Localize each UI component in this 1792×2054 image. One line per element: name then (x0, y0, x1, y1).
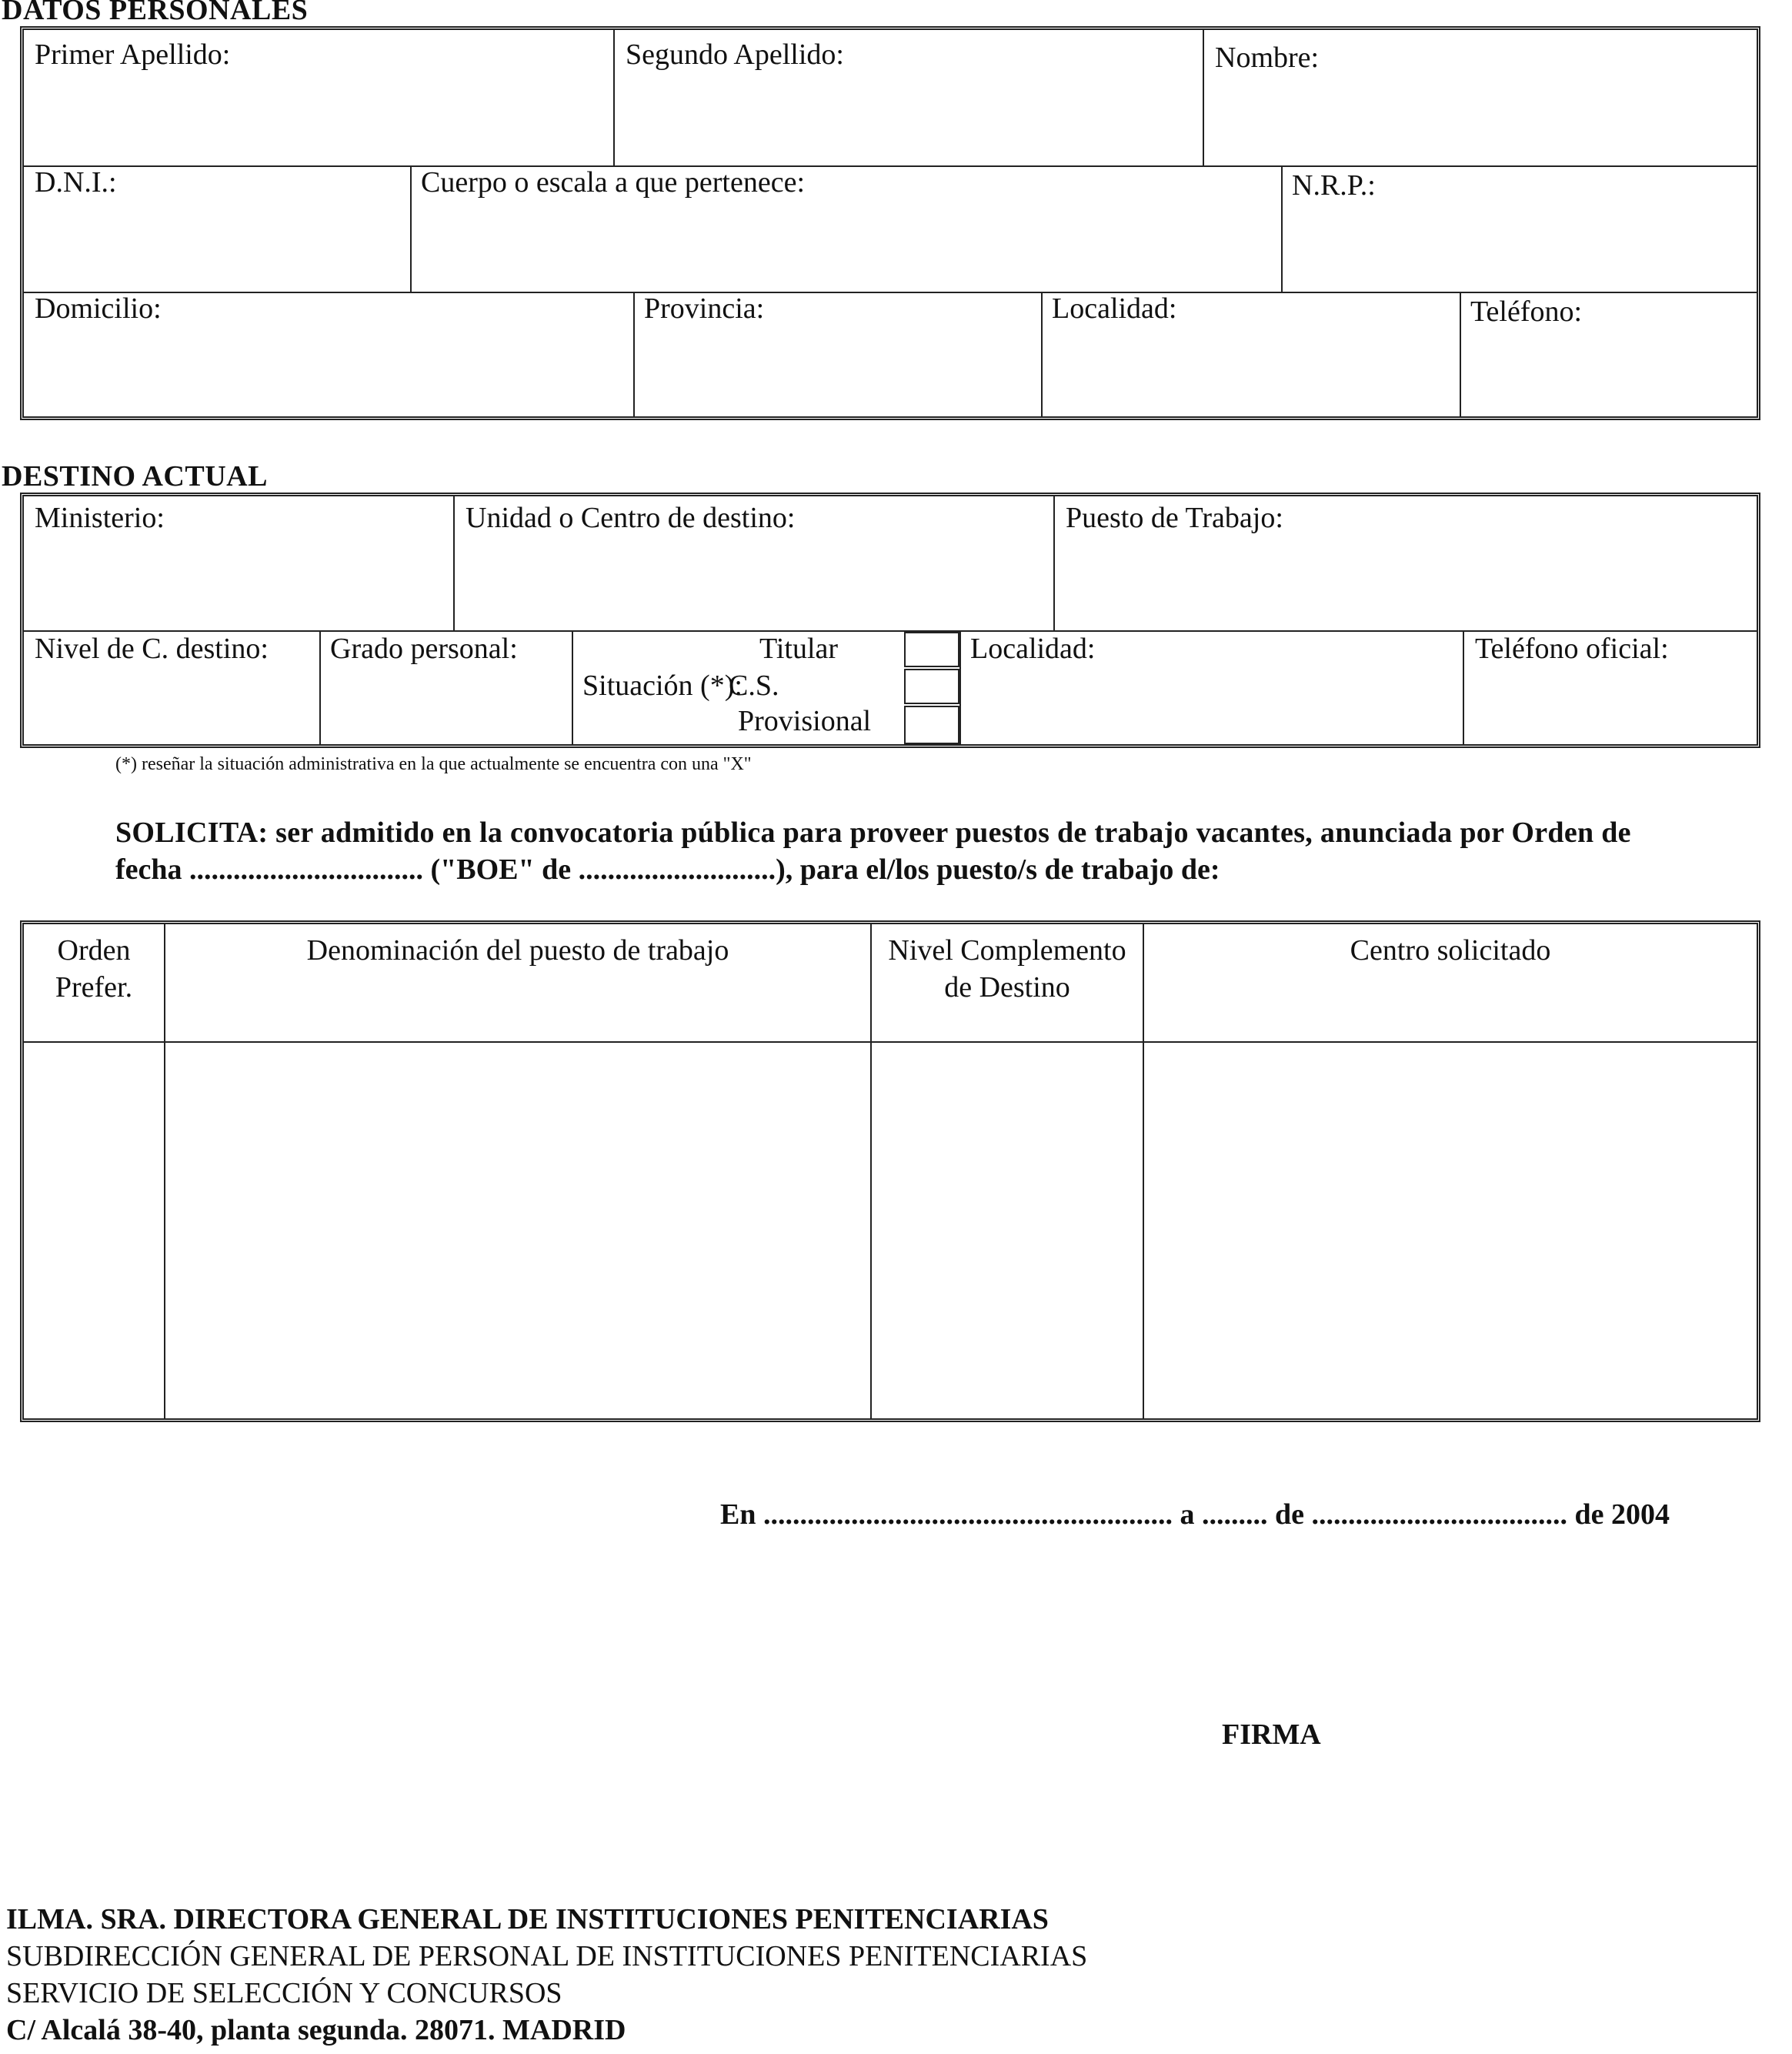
situacion-label: Situación (*): (582, 670, 742, 702)
checkbox-provisional[interactable] (904, 706, 959, 744)
situacion-footnote: (*) reseñar la situación administrativa en la que actualmente se encuentra con una "X" (115, 754, 752, 774)
segundo-apellido-field[interactable]: Segundo Apellido: (626, 38, 844, 71)
dni-field[interactable]: D.N.I.: (35, 166, 117, 199)
input-centro[interactable] (1144, 1043, 1757, 1418)
unidad-centro-field[interactable]: Unidad o Centro de destino: (466, 502, 796, 534)
domicilio-field[interactable]: Domicilio: (35, 292, 162, 325)
grado-personal-field[interactable]: Grado personal: (330, 633, 518, 665)
primer-apellido-field[interactable]: Primer Apellido: (35, 38, 231, 71)
footer-line-1: ILMA. SRA. DIRECTORA GENERAL DE INSTITUCIONES PENITENCIARIAS (6, 1903, 1049, 1935)
col-header-denominacion: Denominación del puesto de trabajo (306, 934, 729, 967)
destino-actual-box (20, 493, 1760, 748)
nombre-field[interactable]: Nombre: (1215, 42, 1320, 74)
firma-label: FIRMA (1222, 1718, 1321, 1751)
fecha-line[interactable]: En ........................................................ a ......... de ................................... de 2004 (720, 1498, 1670, 1531)
input-orden[interactable] (24, 1043, 164, 1418)
solicita-line-2: fecha ................................ ("BOE" de ...........................), para el/los puesto/s de trabajo de: (115, 853, 1220, 886)
situacion-provisional-label: Provisional (738, 705, 872, 737)
nivel-destino-field[interactable]: Nivel de C. destino: (35, 633, 269, 665)
section-title-destino-actual: DESTINO ACTUAL (2, 460, 268, 493)
solicita-line-1: SOLICITA: ser admitido en la convocatoria pública para proveer puestos de trabajo vacantes, anunciada por Orden de (115, 817, 1631, 849)
telefono-field[interactable]: Teléfono: (1470, 296, 1583, 328)
footer-line-2: SUBDIRECCIÓN GENERAL DE PERSONAL DE INSTITUCIONES PENITENCIARIAS (6, 1940, 1088, 1972)
ministerio-field[interactable]: Ministerio: (35, 502, 165, 534)
checkbox-titular[interactable] (904, 632, 959, 667)
puesto-trabajo-field[interactable]: Puesto de Trabajo: (1066, 502, 1283, 534)
puestos-table (20, 920, 1760, 1422)
localidad-field[interactable]: Localidad: (1052, 292, 1177, 325)
input-nivel[interactable] (872, 1043, 1143, 1418)
col-header-centro: Centro solicitado (1350, 934, 1551, 967)
col-header-nivel: Nivel Complemento de Destino (888, 934, 1126, 1004)
localidad-destino-field[interactable]: Localidad: (970, 633, 1096, 665)
situacion-cs-label: C.S. (729, 670, 779, 702)
checkbox-cs[interactable] (904, 669, 959, 704)
input-denominacion[interactable] (165, 1043, 870, 1418)
telefono-oficial-field[interactable]: Teléfono oficial: (1475, 633, 1669, 665)
section-title-datos-personales: DATOS PERSONALES (2, 0, 309, 26)
footer-address (6, 1901, 1087, 2049)
datos-personales-box (20, 26, 1760, 420)
nrp-field[interactable]: N.R.P.: (1292, 169, 1376, 202)
footer-line-4: C/ Alcalá 38-40, planta segunda. 28071. MADRID (6, 2014, 626, 2046)
provincia-field[interactable]: Provincia: (644, 292, 765, 325)
cuerpo-escala-field[interactable]: Cuerpo o escala a que pertenece: (421, 166, 806, 199)
col-header-orden: Orden Prefer. (55, 934, 133, 1004)
situacion-titular-label: Titular (759, 633, 839, 665)
footer-line-3: SERVICIO DE SELECCIÓN Y CONCURSOS (6, 1977, 562, 2009)
